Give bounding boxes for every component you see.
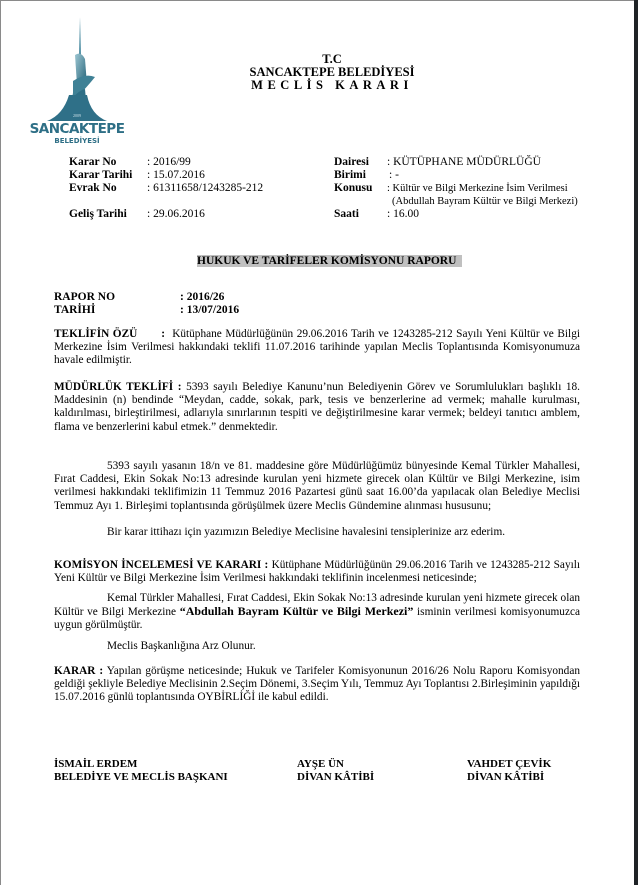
meta-label: Birimi (334, 169, 366, 181)
logo-year: 2009 (73, 113, 81, 118)
meta-label: Karar Tarihi (69, 169, 133, 181)
meta-konusu-detail: (Abdullah Bayram Kültür ve Bilgi Merkezi) (392, 196, 578, 207)
signature-name: VAHDET ÇEVİK (467, 758, 552, 770)
meta-dairesi (334, 156, 541, 169)
logo-subtitle: BELEDİYESİ (54, 137, 100, 145)
header-meclis-karari: MECLİS KARARI (251, 78, 413, 92)
meta-birimi (334, 169, 399, 182)
section-komisyon (54, 559, 580, 585)
meta-label: Karar No (69, 156, 117, 168)
section-text: isminin verilmesi komisyonumuzca uygun görülmüştür. (54, 606, 580, 632)
meta-value: : KÜTÜPHANE MÜDÜRLÜĞÜ (387, 156, 541, 168)
meta-karar-no (69, 156, 191, 169)
section-label: MÜDÜRLÜK TEKLİFİ : (54, 381, 182, 393)
meta-label: Dairesi (334, 156, 369, 168)
meta-karar-tarihi (69, 169, 205, 182)
section-text: Yapılan görüşme neticesinde; Hukuk ve Tarifeler Komisyonunun 2016/26 Nolu Raporu Komisyondan geldiği şekliyle Belediye Meclisinin 2.Seçim Dönemi, 3.Seçim Yılı, Temmuz Ayı Toplantısı 2.Birleşiminin yapıldığı 15.07.2016 günlü toplantısında OYBİRLİĞİ ile kabul edildi. (54, 665, 580, 704)
logo-name: SANCAKTEPE (29, 121, 125, 137)
window-edge (634, 0, 638, 885)
signature-title: BELEDİYE VE MECLİS BAŞKANI (54, 770, 228, 783)
header-municipality: SANCAKTEPE BELEDİYESİ (249, 65, 415, 79)
section-colon: : (161, 328, 166, 340)
section-mudurluk-para2: 5393 sayılı yasanın 18/n ve 81. maddesine göre Müdürlüğümüz bünyesinde Kemal Türkler Mahallesi, Fırat Caddesi, Ekin Sokak No:13 adresinde kurulan yeni hizmete girecek olan Kültür ve Bilgi Merkezine, isim verilmesi hakkındaki teklifimizin 11 Temmuz 2016 Pazartesi günü saat 16.00’da yapılacak olan Belediye Meclisi Temmuz Ayı 1. Birleşimi toplantısında görüşülmek üzere Meclis Gündemine alınması hususunu; (54, 460, 580, 512)
meta-label: Konusu (334, 182, 373, 194)
meta-value: : 15.07.2016 (147, 169, 205, 181)
meta-value: : 2016/99 (147, 156, 191, 168)
section-text: Kemal Türkler Mahallesi, Fırat Caddesi, Ekin Sokak No:13 adresinde kurulan yeni hizmete girecek olan Kültür ve Bilgi Merkezine (54, 592, 580, 619)
signature-name: İSMAİL ERDEM (54, 758, 138, 770)
signature-name: AYŞE ÜN (297, 758, 344, 770)
rapor-tarihi-value: : 13/07/2016 (180, 304, 240, 316)
section-text: 5393 sayılı Belediye Kanunu’nun Belediyenin Görev ve Sorumlulukları başlıklı 18. Maddesinin (n) bendinde “Meydan, cadde, sokak, park, tesis ve benzerlerine ad vermek; mahalle kurulması, kaldırılması, birleştirilmesi, adlarıyla sınırlarının tespiti ve değiştirilmesine karar vermek; beldeyi tanıtıcı amblem, flama ve benzerlerini kabul etmek.” denmektedir. (54, 381, 581, 433)
rapor-no-label: RAPOR NO (54, 291, 116, 303)
meta-value: : 16.00 (387, 208, 419, 220)
meta-label: Evrak No (69, 182, 117, 194)
rapor-tarihi (54, 304, 239, 317)
section-label: KARAR : (54, 665, 104, 677)
rapor-tarihi-label: TARİHİ (54, 304, 96, 316)
header-tc: T.C (322, 52, 342, 66)
municipality-logo (29, 15, 125, 145)
section-teklif-ozu (54, 328, 580, 368)
meta-value: : 61311658/1243285-212 (147, 182, 264, 194)
signature-katip-2 (467, 758, 551, 783)
section-komisyon-para3: Meclis Başkanlığına Arz Olunur. (107, 640, 256, 652)
signature-title: DİVAN KÂTİBİ (467, 770, 545, 783)
meta-konusu (334, 182, 568, 195)
meta-value: : 29.06.2016 (147, 208, 205, 220)
rapor-no (54, 291, 224, 304)
section-text: Kütüphane Müdürlüğünün 29.06.2016 Tarih ve 1243285-212 Sayılı Yeni Kültür ve Bilgi Merkezine İsim Verilmesi hakkındaki teklifi 11.07.2016 tarihinde yapılan Meclis Toplantısında Komisyonumuza havale edilmiştir. (54, 328, 580, 367)
section-text: Kütüphane Müdürlüğünün 29.06.2016 Tarih ve 1243285-212 Sayılı Yeni Kültür ve Bilgi Merkezine İsim Verilmesi hakkındaki teklifinin incelenmesi neticesinde; (54, 559, 581, 585)
section-mudurluk-teklifi (54, 381, 580, 434)
report-title-text: HUKUK VE TARİFELER KOMİSYONU RAPORU (197, 255, 462, 267)
section-label: TEKLİFİN ÖZÜ (54, 328, 138, 340)
meta-value: : Kültür ve Bilgi Merkezine İsim Verilmesi (387, 183, 568, 194)
section-label: KOMİSYON İNCELEMESİ VE KARARI : (54, 559, 269, 571)
logo-monument-icon (29, 15, 125, 123)
meta-label: Saati (334, 208, 359, 220)
meta-saati (334, 208, 419, 221)
signature-baskan (54, 758, 228, 783)
meta-evrak-no (69, 182, 263, 195)
section-komisyon-para2 (54, 592, 580, 633)
rapor-no-value: : 2016/26 (180, 291, 225, 303)
meta-value: : - (389, 169, 399, 181)
header-title (217, 53, 447, 92)
section-karar (54, 665, 580, 705)
meta-gelis-tarihi (69, 208, 205, 221)
signature-title: DİVAN KÂTİBİ (297, 770, 375, 783)
section-mudurluk-para3: Bir karar ittihazı için yazımızın Belediye Meclisine havalesini tensiplerinize arz ederim. (107, 526, 506, 538)
meta-label: Geliş Tarihi (69, 208, 127, 220)
signature-katip-1 (297, 758, 374, 783)
report-title (197, 251, 462, 269)
center-name: “Abdullah Bayram Kültür ve Bilgi Merkezi” (179, 604, 414, 619)
